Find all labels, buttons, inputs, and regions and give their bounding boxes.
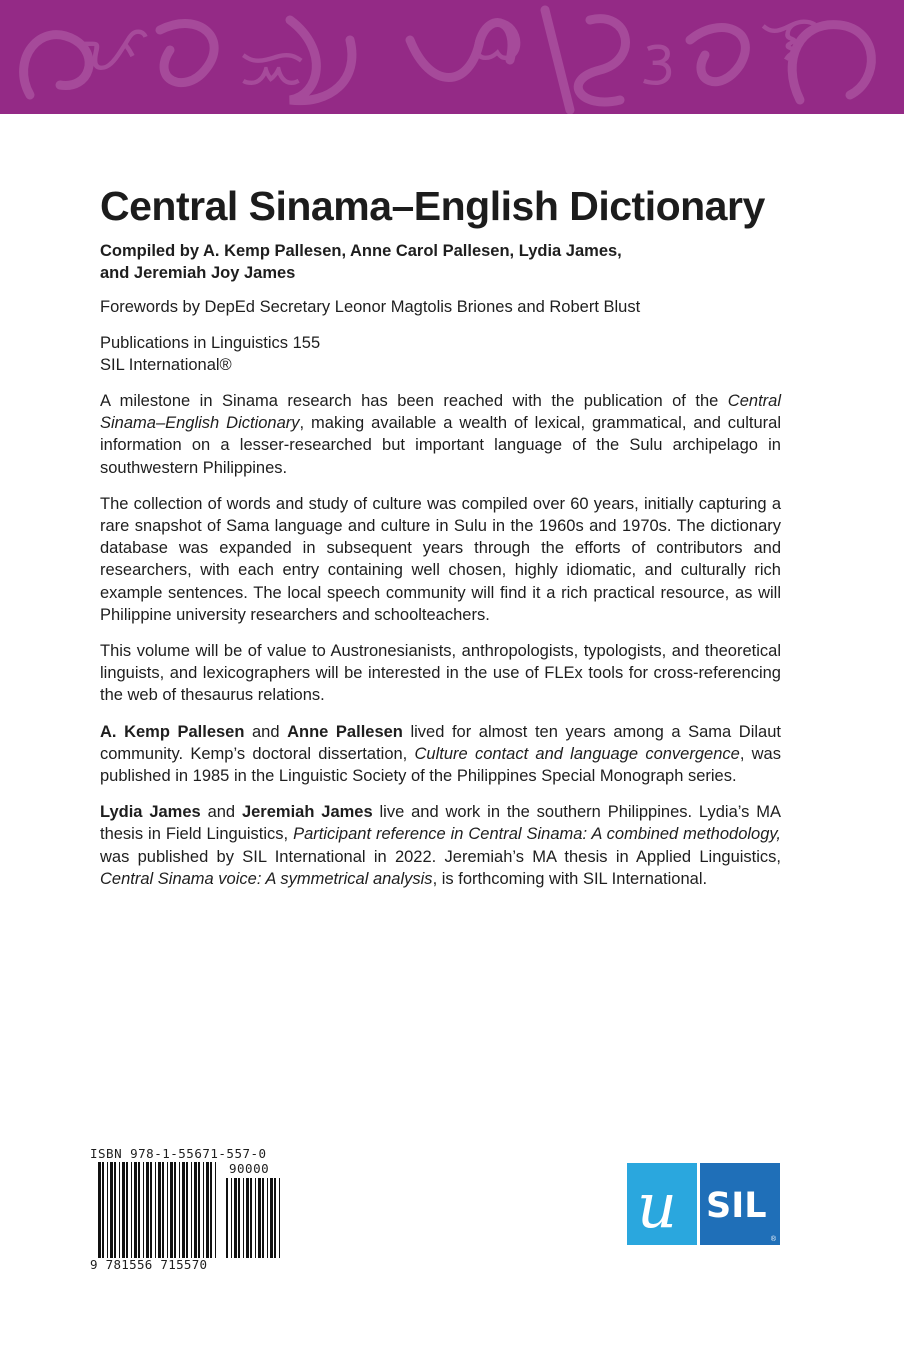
- barcode-bar: [131, 1162, 132, 1258]
- barcode-bar: [238, 1178, 240, 1258]
- paragraph-james-bio: Lydia James and Jeremiah James live and work in the southern Philippines. Lydia’s MA thesis in Field Linguistics, Participant reference in Central Sinama: A combined methodology, was published by SIL International in 2022. Jeremiah’s MA thesis in Applied Linguistics, Central Sinama voice: A symmetrical analysis, is forthcoming with SIL International.: [100, 803, 782, 888]
- barcode-bar: [267, 1178, 268, 1258]
- barcode-bar: [198, 1162, 200, 1258]
- compiled-line-1: Compiled by A. Kemp Pallesen, Anne Carol Pallesen, Lydia James,: [100, 242, 622, 260]
- barcode-bar: [191, 1162, 192, 1258]
- barcode-bar: [246, 1178, 249, 1258]
- barcode-bar: [134, 1162, 137, 1258]
- barcode-bar: [107, 1162, 108, 1258]
- barcode-bar: [167, 1162, 168, 1258]
- compiled-by: [100, 240, 781, 284]
- isbn-label: ISBN 978-1-55671-557-0: [90, 1146, 267, 1161]
- barcode-bar: [182, 1162, 185, 1258]
- cover-banner: [0, 0, 904, 114]
- barcode-bar: [186, 1162, 188, 1258]
- barcode-bar: [170, 1162, 173, 1258]
- pattern-stroke: [160, 24, 214, 83]
- barcode-bar: [146, 1162, 149, 1258]
- barcode-bar: [243, 1178, 244, 1258]
- banner-glyph: ᜉ: [80, 12, 149, 86]
- barcode-bar: [150, 1162, 152, 1258]
- price-code: 90000: [229, 1161, 270, 1176]
- sil-logo-glyph: u: [637, 1169, 677, 1242]
- barcode-bar: [210, 1162, 212, 1258]
- sil-logo-mark: [627, 1163, 697, 1245]
- banner-glyph: ᜁ: [240, 32, 305, 106]
- forewords: Forewords by DepEd Secretary Leonor Magtolis Briones and Robert Blust: [100, 298, 641, 316]
- series: Publications in Linguistics 155: [100, 334, 321, 352]
- barcode-bar: [119, 1162, 120, 1258]
- barcode-bar: [258, 1178, 261, 1258]
- barcode-bar: [231, 1178, 232, 1258]
- barcode-bar: [155, 1162, 156, 1258]
- publisher: SIL International®: [100, 356, 232, 374]
- sil-logo-text: SIL: [706, 1186, 767, 1226]
- paragraph-collection: The collection of words and study of culture was compiled over 60 years, initially capturing a rare snapshot of Sama language and culture in Sulu in the 1960s and 1970s. The dictionary database was expanded in subsequent years through the efforts of contributors and researchers, with each entry containing well chosen, highly idiomatic, and culturally rich example sentences. The local speech community will find it a rich practical resource, as will Philippine university researchers and schoolteachers.: [100, 494, 781, 624]
- barcode-bar: [138, 1162, 140, 1258]
- barcode-bar: [274, 1178, 276, 1258]
- barcode-bar: [110, 1162, 113, 1258]
- book-title: Central Sinama–English Dictionary: [100, 183, 765, 229]
- compiled-line-2: and Jeremiah Joy James: [100, 264, 296, 282]
- barcode-bar: [203, 1162, 204, 1258]
- sil-logo: [627, 1163, 780, 1245]
- pattern-stroke: [690, 28, 745, 82]
- barcode-bar: [158, 1162, 161, 1258]
- barcode-number: 9 781556 715570: [90, 1257, 208, 1272]
- paragraph-milestone: A milestone in Sinama research has been reached with the publication of the Central Sinama–English Dictionary, making available a wealth of lexical, grammatical, and cultural information on a lesser-researched but important language of the Sulu archipelago in southwestern Philippines.: [100, 392, 781, 477]
- barcode-bar: [122, 1162, 125, 1258]
- barcode-bar: [114, 1162, 116, 1258]
- banner-glyph: ᜂ: [640, 27, 675, 101]
- sil-logo-registered: ®: [770, 1236, 776, 1243]
- barcode-bar: [255, 1178, 256, 1258]
- barcode-bar: [102, 1162, 104, 1258]
- barcode-bar: [226, 1178, 228, 1258]
- barcode-bar: [215, 1162, 216, 1258]
- barcode-bar: [98, 1162, 101, 1258]
- paragraph-audience: This volume will be of value to Austronesianists, anthropologists, typologists, and theoretical linguists, and lexicographers will be interested in the use of FLEx tools for cross-referencing the web of thesaurus relations.: [100, 642, 781, 705]
- barcode-bar: [262, 1178, 264, 1258]
- back-cover-text: [100, 182, 781, 904]
- barcode-bar: [126, 1162, 128, 1258]
- banner-glyph: ᜎ: [760, 2, 819, 76]
- barcode-bar: [179, 1162, 180, 1258]
- sil-logo-wordmark: [700, 1163, 780, 1245]
- banner-pattern: [0, 0, 904, 114]
- paragraph-pallesen-bio: A. Kemp Pallesen and Anne Pallesen lived for almost ten years among a Sama Dilaut community. Kemp’s doctoral dissertation, Culture contact and language convergence, was published in 1985 in the Linguistic Society of the Philippines Special Monograph series.: [100, 722, 781, 786]
- barcode-bar: [194, 1162, 197, 1258]
- barcode-bar: [143, 1162, 144, 1258]
- barcode-bar: [206, 1162, 209, 1258]
- barcode-bar: [279, 1178, 280, 1258]
- pattern-stroke: [545, 10, 625, 110]
- barcode-bar: [270, 1178, 273, 1258]
- barcode-bar: [250, 1178, 252, 1258]
- barcode-bar: [162, 1162, 164, 1258]
- barcode-bar: [234, 1178, 237, 1258]
- banner-glyph: ᜊ: [470, 2, 525, 76]
- barcode-bar: [174, 1162, 176, 1258]
